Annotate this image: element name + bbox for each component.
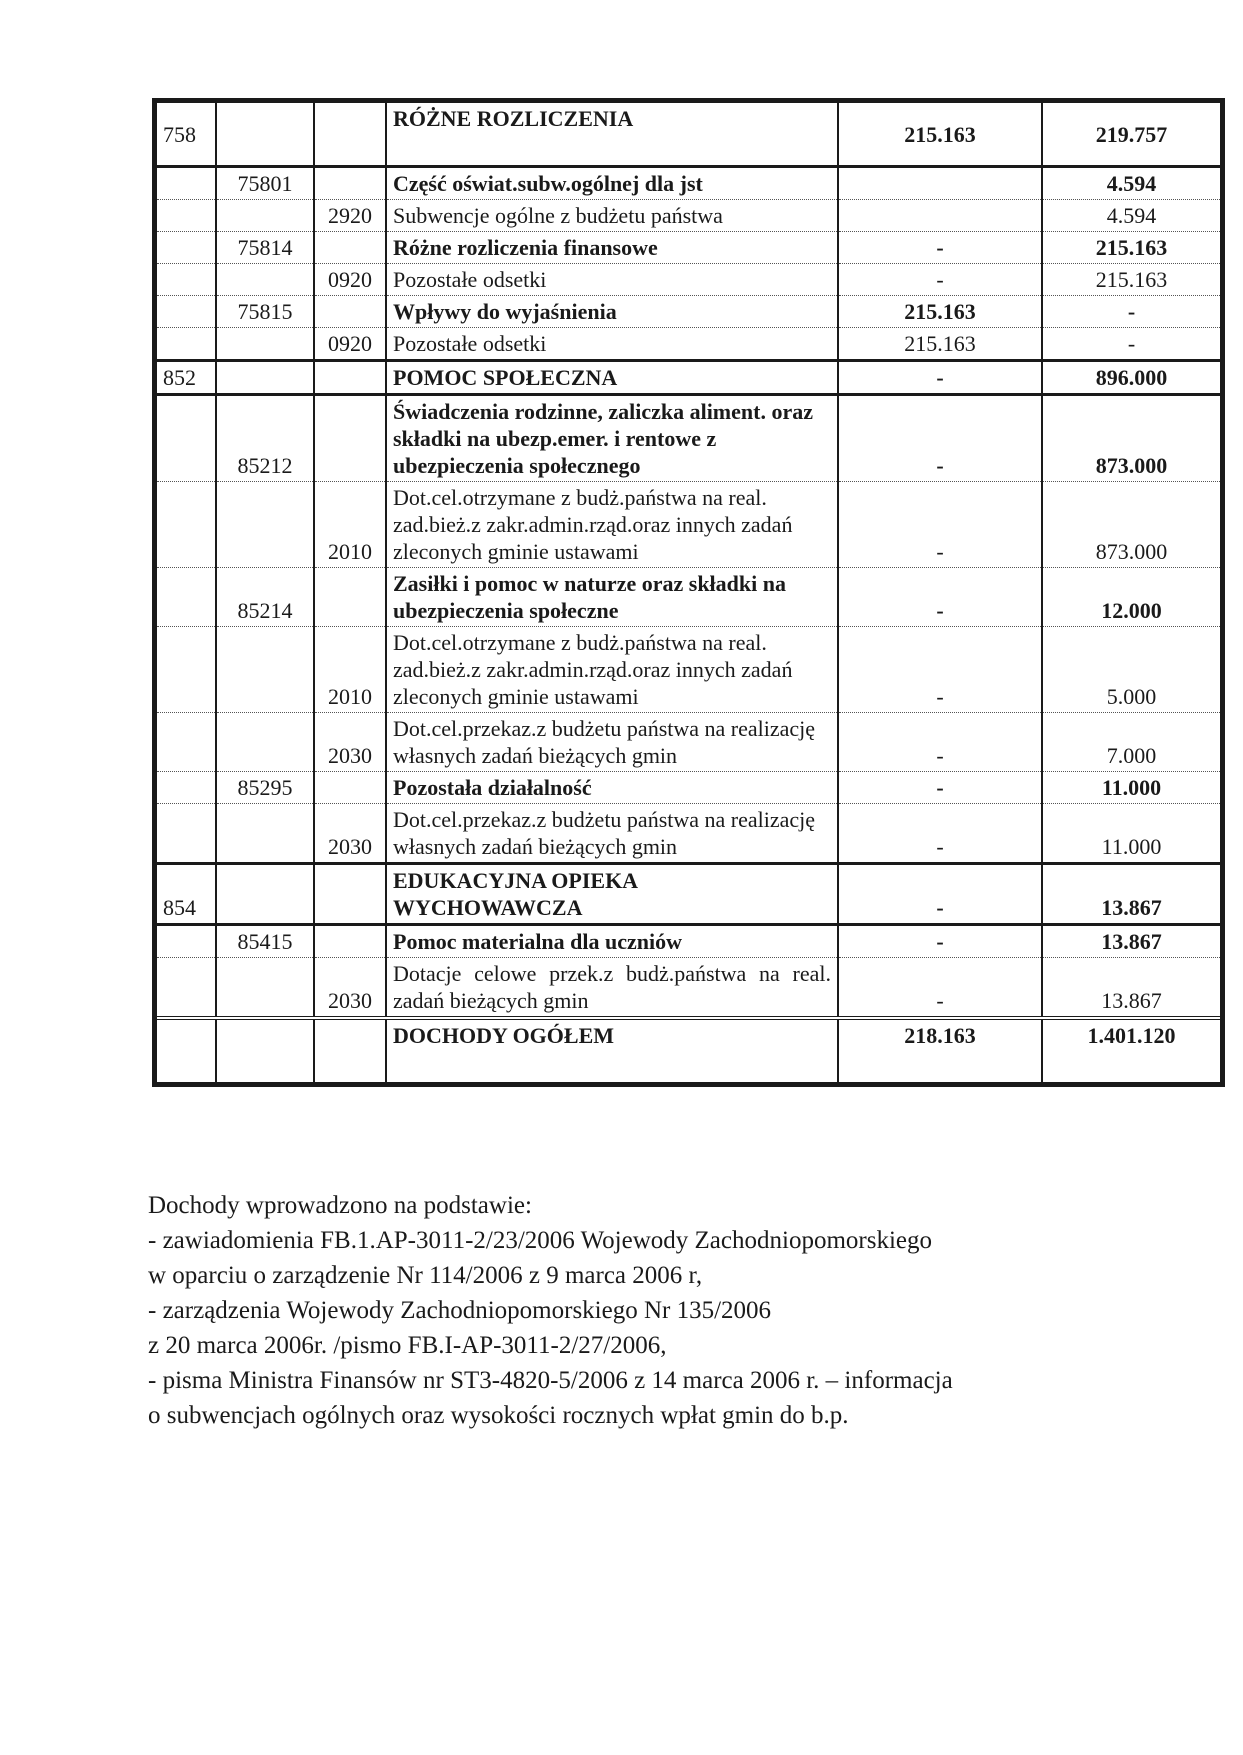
cell-paragraf <box>314 232 386 264</box>
cell-kwota-1: - <box>838 925 1042 958</box>
table-row-rozdzial <box>155 167 1223 200</box>
cell-paragraf <box>314 864 386 925</box>
notes-line: o subwencjach ogólnych oraz wysokości rocznych wpłat gmin do b.p. <box>148 1402 849 1429</box>
cell-kwota-1: - <box>838 772 1042 804</box>
cell-paragraf <box>314 772 386 804</box>
cell-kwota-2: 873.000 <box>1042 482 1223 568</box>
cell-dzial <box>155 167 217 200</box>
cell-paragraf <box>314 925 386 958</box>
notes-line: w oparciu o zarządzenie Nr 114/2006 z 9 marca 2006 r, <box>148 1262 703 1289</box>
table-row-par <box>155 328 1223 361</box>
cell-kwota-1: 215.163 <box>838 296 1042 328</box>
table-row-total <box>155 1018 1223 1085</box>
cell-dzial <box>155 772 217 804</box>
cell-dzial <box>155 925 217 958</box>
budget-table-body <box>155 101 1223 1085</box>
cell-kwota-2: 1.401.120 <box>1042 1018 1223 1085</box>
cell-kwota-1: - <box>838 264 1042 296</box>
cell-paragraf <box>314 167 386 200</box>
cell-paragraf <box>314 101 386 167</box>
cell-rozdzial <box>216 101 314 167</box>
cell-rozdzial <box>216 328 314 361</box>
cell-kwota-1: 218.163 <box>838 1018 1042 1085</box>
cell-rozdzial: 75801 <box>216 167 314 200</box>
notes-line: - zarządzenia Wojewody Zachodniopomorskiego Nr 135/2006 <box>148 1297 772 1324</box>
cell-dzial <box>155 200 217 232</box>
cell-kwota-2: 215.163 <box>1042 264 1223 296</box>
cell-kwota-2: 7.000 <box>1042 713 1223 772</box>
cell-paragraf <box>314 361 386 395</box>
table-row-par <box>155 482 1223 568</box>
cell-dzial <box>155 328 217 361</box>
cell-rozdzial: 75814 <box>216 232 314 264</box>
cell-opis: Dot.cel.otrzymane z budż.państwa na real. zad.bież.z zakr.admin.rząd.oraz innych zadań zleconych gminie ustawami <box>386 627 838 713</box>
cell-kwota-2: 5.000 <box>1042 627 1223 713</box>
cell-opis: Pomoc materialna dla uczniów <box>386 925 838 958</box>
cell-paragraf: 2920 <box>314 200 386 232</box>
cell-kwota-1: - <box>838 482 1042 568</box>
cell-kwota-1: 215.163 <box>838 101 1042 167</box>
notes-line: Dochody wprowadzono na podstawie: <box>148 1192 532 1219</box>
cell-opis: Pozostała działalność <box>386 772 838 804</box>
cell-paragraf <box>314 296 386 328</box>
cell-opis: Dotacje celowe przek.z budż.państwa na real. zadań bieżących gmin <box>386 958 838 1019</box>
cell-opis: EDUKACYJNA OPIEKA WYCHOWAWCZA <box>386 864 838 925</box>
cell-opis: Część oświat.subw.ogólnej dla jst <box>386 167 838 200</box>
cell-kwota-1: - <box>838 627 1042 713</box>
cell-opis: Różne rozliczenia finansowe <box>386 232 838 264</box>
cell-paragraf: 2010 <box>314 482 386 568</box>
cell-rozdzial <box>216 627 314 713</box>
table-row-dzial <box>155 101 1223 167</box>
cell-dzial <box>155 804 217 864</box>
table-row-par <box>155 627 1223 713</box>
cell-kwota-1: - <box>838 804 1042 864</box>
cell-dzial <box>155 264 217 296</box>
table-row-rozdzial <box>155 232 1223 264</box>
cell-opis: DOCHODY OGÓŁEM <box>386 1018 838 1085</box>
cell-kwota-2: 215.163 <box>1042 232 1223 264</box>
table-row-rozdzial <box>155 925 1223 958</box>
cell-rozdzial: 85415 <box>216 925 314 958</box>
cell-rozdzial <box>216 361 314 395</box>
cell-kwota-1 <box>838 167 1042 200</box>
cell-opis: Zasiłki i pomoc w naturze oraz składki na ubezpieczenia społeczne <box>386 568 838 627</box>
cell-rozdzial <box>216 200 314 232</box>
cell-opis: POMOC SPOŁECZNA <box>386 361 838 395</box>
cell-opis: Subwencje ogólne z budżetu państwa <box>386 200 838 232</box>
cell-kwota-2: 13.867 <box>1042 925 1223 958</box>
cell-dzial <box>155 713 217 772</box>
cell-rozdzial: 85214 <box>216 568 314 627</box>
cell-rozdzial <box>216 1018 314 1085</box>
table-row-par <box>155 804 1223 864</box>
cell-opis: RÓŻNE ROZLICZENIA <box>386 101 838 167</box>
cell-dzial: 854 <box>155 864 217 925</box>
income-basis-notes <box>148 1188 1128 1433</box>
cell-rozdzial <box>216 958 314 1019</box>
cell-kwota-1: - <box>838 864 1042 925</box>
cell-rozdzial <box>216 713 314 772</box>
cell-rozdzial <box>216 804 314 864</box>
cell-kwota-2: 896.000 <box>1042 361 1223 395</box>
cell-kwota-2: 12.000 <box>1042 568 1223 627</box>
cell-opis: Dot.cel.przekaz.z budżetu państwa na realizację własnych zadań bieżących gmin <box>386 804 838 864</box>
cell-paragraf <box>314 1018 386 1085</box>
table-row-rozdzial <box>155 296 1223 328</box>
table-row-rozdzial <box>155 568 1223 627</box>
cell-opis: Świadczenia rodzinne, zaliczka aliment. oraz składki na ubezp.emer. i rentowe z ubezpieczenia społecznego <box>386 395 838 482</box>
table-row-rozdzial <box>155 395 1223 482</box>
cell-rozdzial: 75815 <box>216 296 314 328</box>
cell-dzial <box>155 627 217 713</box>
cell-paragraf: 2010 <box>314 627 386 713</box>
table-row-rozdzial <box>155 772 1223 804</box>
cell-kwota-1: - <box>838 568 1042 627</box>
cell-dzial <box>155 395 217 482</box>
table-row-dzial <box>155 361 1223 395</box>
cell-dzial: 758 <box>155 101 217 167</box>
cell-paragraf <box>314 395 386 482</box>
cell-paragraf <box>314 568 386 627</box>
cell-paragraf: 2030 <box>314 804 386 864</box>
cell-rozdzial: 85212 <box>216 395 314 482</box>
cell-kwota-2: 11.000 <box>1042 804 1223 864</box>
cell-kwota-2: 873.000 <box>1042 395 1223 482</box>
cell-opis: Pozostałe odsetki <box>386 264 838 296</box>
table-row-par <box>155 200 1223 232</box>
table-row-par <box>155 264 1223 296</box>
cell-kwota-2: - <box>1042 296 1223 328</box>
cell-kwota-1: - <box>838 361 1042 395</box>
cell-dzial <box>155 1018 217 1085</box>
cell-dzial <box>155 296 217 328</box>
cell-kwota-2: 4.594 <box>1042 200 1223 232</box>
notes-line: - zawiadomienia FB.1.AP-3011-2/23/2006 Wojewody Zachodniopomorskiego <box>148 1227 932 1254</box>
cell-kwota-2: 219.757 <box>1042 101 1223 167</box>
cell-rozdzial <box>216 264 314 296</box>
cell-kwota-2: 11.000 <box>1042 772 1223 804</box>
cell-paragraf: 2030 <box>314 713 386 772</box>
cell-kwota-1 <box>838 200 1042 232</box>
cell-dzial <box>155 232 217 264</box>
cell-opis: Wpływy do wyjaśnienia <box>386 296 838 328</box>
cell-opis: Dot.cel.otrzymane z budż.państwa na real. zad.bież.z zakr.admin.rząd.oraz innych zadań zleconych gminie ustawami <box>386 482 838 568</box>
cell-kwota-1: - <box>838 958 1042 1019</box>
cell-kwota-2: 13.867 <box>1042 958 1223 1019</box>
cell-dzial <box>155 568 217 627</box>
cell-paragraf: 0920 <box>314 264 386 296</box>
cell-kwota-1: - <box>838 395 1042 482</box>
budget-income-table <box>152 98 1225 1087</box>
cell-kwota-2: 4.594 <box>1042 167 1223 200</box>
table-row-par <box>155 958 1223 1019</box>
table-row-par <box>155 713 1223 772</box>
cell-opis: Dot.cel.przekaz.z budżetu państwa na realizację własnych zadań bieżących gmin <box>386 713 838 772</box>
notes-line: - pisma Ministra Finansów nr ST3-4820-5/2006 z 14 marca 2006 r. – informacja <box>148 1367 953 1394</box>
cell-kwota-1: - <box>838 713 1042 772</box>
table-row-dzial <box>155 864 1223 925</box>
cell-rozdzial <box>216 482 314 568</box>
cell-paragraf: 0920 <box>314 328 386 361</box>
cell-dzial <box>155 958 217 1019</box>
cell-rozdzial <box>216 864 314 925</box>
cell-kwota-1: - <box>838 232 1042 264</box>
cell-kwota-1: 215.163 <box>838 328 1042 361</box>
cell-kwota-2: 13.867 <box>1042 864 1223 925</box>
cell-dzial <box>155 482 217 568</box>
notes-line: z 20 marca 2006r. /pismo FB.I-AP-3011-2/27/2006, <box>148 1332 667 1359</box>
cell-paragraf: 2030 <box>314 958 386 1019</box>
cell-dzial: 852 <box>155 361 217 395</box>
cell-opis: Pozostałe odsetki <box>386 328 838 361</box>
cell-kwota-2: - <box>1042 328 1223 361</box>
cell-rozdzial: 85295 <box>216 772 314 804</box>
